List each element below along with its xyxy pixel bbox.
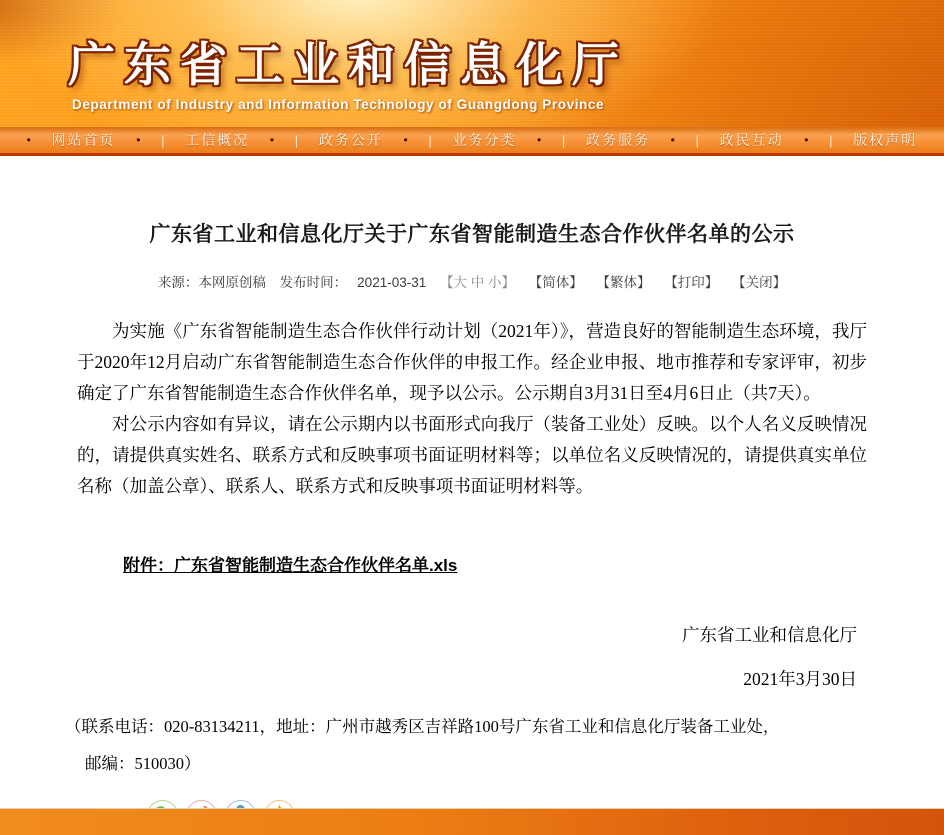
article-body xyxy=(77,316,867,502)
nav-separator: | xyxy=(428,132,432,148)
contact-line-2: 邮编：510030） xyxy=(85,754,201,773)
nav-item-overview[interactable]: 工信概况 xyxy=(185,132,250,148)
nav-dot: • xyxy=(136,133,141,147)
article-source: 来源：本网原创稿 xyxy=(157,275,266,290)
article-page xyxy=(0,156,944,808)
nav-dot: • xyxy=(537,133,542,147)
nav-dot: • xyxy=(269,133,275,147)
nav-separator: | xyxy=(294,132,299,148)
contact-info xyxy=(65,708,867,782)
nav-item-gov-disclosure[interactable]: 政务公开 xyxy=(318,132,383,148)
nav-separator: | xyxy=(561,132,566,148)
nav-separator: | xyxy=(695,132,699,148)
nav-item-services[interactable]: 政务服务 xyxy=(585,132,650,148)
article-meta xyxy=(77,271,867,291)
nav-dot: • xyxy=(804,133,809,147)
close-button[interactable]: 【关闭】 xyxy=(732,275,787,290)
traditional-button[interactable]: 【繁体】 xyxy=(596,275,651,290)
footer-bar xyxy=(0,808,944,835)
paragraph-1: 为实施《广东省智能制造生态合作伙伴行动计划（2021年）》，营造良好的智能制造生态环境，我厅于2020年12月启动广东省智能制造生态合作伙伴的申报工作。经企业申报、地市推荐和专家评审，初步确定了广东省智能制造生态合作伙伴名单，现予以公示。公示期自3月31日至4月6日止（共7天）。 xyxy=(77,321,867,403)
signature-date: 2021年3月30日 xyxy=(743,669,857,689)
contact-line-1: （联系电话：020-83134211，地址：广州市越秀区吉祥路100号广东省工业和信息化厅装备工业处， xyxy=(65,717,780,736)
nav-item-copyright[interactable]: 版权声明 xyxy=(853,132,918,148)
nav-item-business[interactable]: 业务分类 xyxy=(452,132,517,148)
site-subtitle: Department of Industry and Information Technology of Guangdong Province xyxy=(72,97,605,112)
simplified-button[interactable]: 【简体】 xyxy=(528,275,583,290)
nav-dot: • xyxy=(670,133,675,147)
nav-dot: • xyxy=(403,133,408,147)
font-size-control[interactable]: 【大 中 小】 xyxy=(440,275,516,290)
nav-item-home[interactable]: 网站首页 xyxy=(51,132,116,148)
article-title: 广东省工业和信息化厅关于广东省智能制造生态合作伙伴名单的公示 xyxy=(149,223,795,246)
signature-block xyxy=(77,622,867,691)
site-title: 广东省工业和信息化厅 xyxy=(68,38,628,91)
paragraph-2: 对公示内容如有异议，请在公示期内以书面形式向我厅（装备工业处）反映。以个人名义反映情况的，请提供真实姓名、联系方式和反映事项书面证明材料等；以单位名义反映情况的，请提供真实单位名称（加盖公章）、联系人、联系方式和反映事项书面证明材料等。 xyxy=(77,414,867,496)
attachment-row xyxy=(123,551,867,576)
attachment-link[interactable]: 附件：广东省智能制造生态合作伙伴名单.xls xyxy=(123,556,458,575)
main-nav xyxy=(0,127,944,156)
publish-date: 2021-03-31 xyxy=(357,275,427,290)
print-button[interactable]: 【打印】 xyxy=(664,275,719,290)
site-banner xyxy=(0,0,944,127)
nav-separator: | xyxy=(161,132,165,148)
nav-item-interaction[interactable]: 政民互动 xyxy=(719,132,784,148)
publish-time-label: 发布时间： xyxy=(279,275,348,290)
nav-dot: • xyxy=(26,133,31,147)
signature-org: 广东省工业和信息化厅 xyxy=(682,625,857,645)
nav-separator: | xyxy=(829,132,833,148)
